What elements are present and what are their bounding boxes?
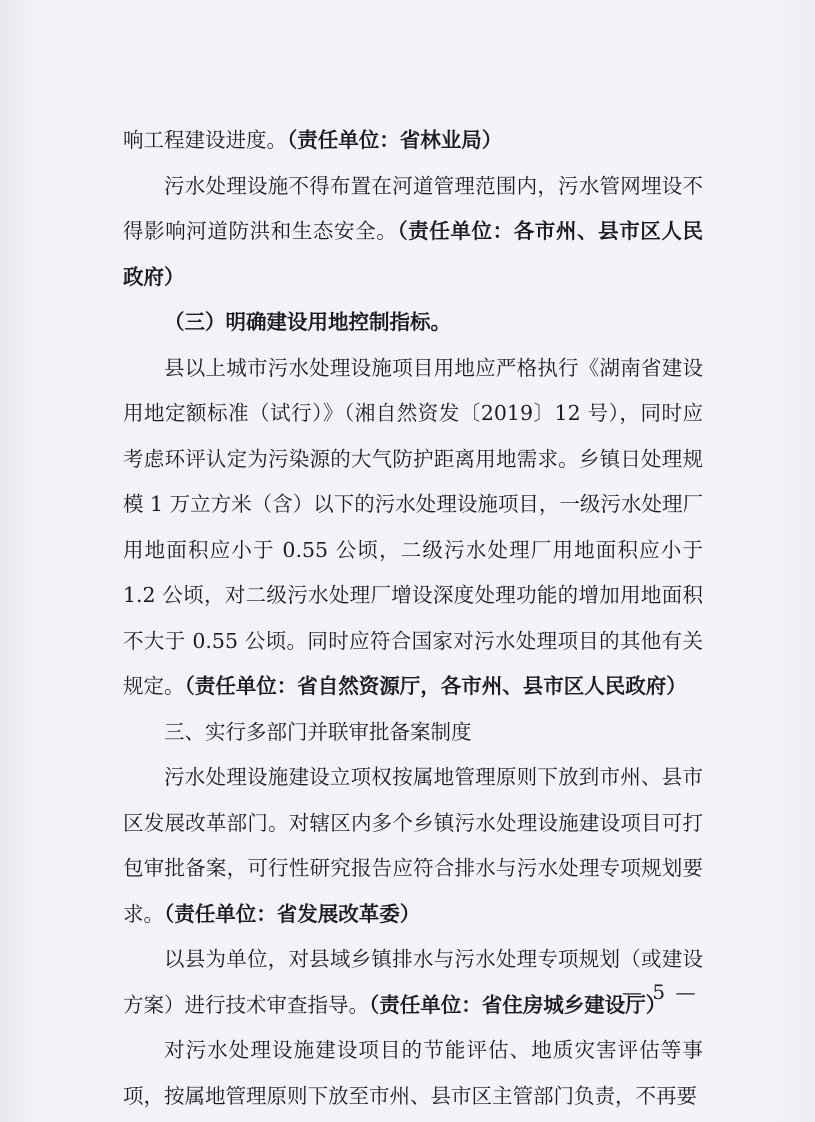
paragraph-2: 污水处理设施不得布置在河道管理范围内，污水管网埋设不得影响河道防洪和生态安全。（责任单位：各市州、县市区人民政府）: [123, 173, 704, 289]
section-heading-3: 三、实行多部门并联审批备案制度: [164, 719, 472, 744]
paragraph-6: 污水处理设施建设立项权按属地管理原则下放到市州、县市区发展改革部门。对辖区内多个乡镇污水处理设施建设项目可打包审批备案，可行性研究报告应符合排水与污水处理专项规划要求。（责任单位：省发展改革委）: [123, 765, 703, 926]
paragraph-7: 以县为单位，对县域乡镇排水与污水处理专项规划（或建设方案）进行技术审查指导。（责任单位：省住房城乡建设厅）: [123, 947, 703, 1017]
responsible-unit: （责任单位：省住房城乡建设厅）: [369, 992, 667, 1017]
paragraph-8: 对污水处理设施建设项目的节能评估、地质灾害评估等事项，按属地管理原则下放至市州、县市区主管部门负责，不再要: [123, 1038, 703, 1108]
paragraph-4: 县以上城市污水处理设施项目用地应严格执行《湖南省建设用地定额标准（试行）》（湘自然资发〔2019〕12 号），同时应考虑环评认定为污染源的大气防护距离用地需求。乡镇日处理规模 1 万立方米（含）以下的污水处理设施项目，一级污水处理厂用地面积应小于 0.55 公顷，二级污水处理厂用地面积应小于 1.2 公顷，对二级污水处理厂增设深度处理功能的增加用地面积不大于 0.55 公顷。同时应符合国家对污水处理项目的其他有关规定。（责任单位：省自然资源厅，各市州、县市区人民政府）: [123, 355, 703, 698]
subheading-3: （三）明确建设用地控制指标。: [164, 310, 451, 334]
responsible-unit: （责任单位：省自然资源厅，各市州、县市区人民政府）: [184, 674, 687, 698]
responsible-unit: （责任单位：省林业局）: [287, 128, 503, 152]
responsible-unit: （责任单位：各市州、县市区人民政府）: [123, 219, 704, 289]
paragraph-1: 响工程建设进度。（责任单位：省林业局）: [123, 128, 503, 152]
responsible-unit: （责任单位：省发展改革委）: [164, 901, 421, 926]
page-number: — 5 —: [622, 980, 698, 1004]
body-text: [123, 118, 703, 1119]
